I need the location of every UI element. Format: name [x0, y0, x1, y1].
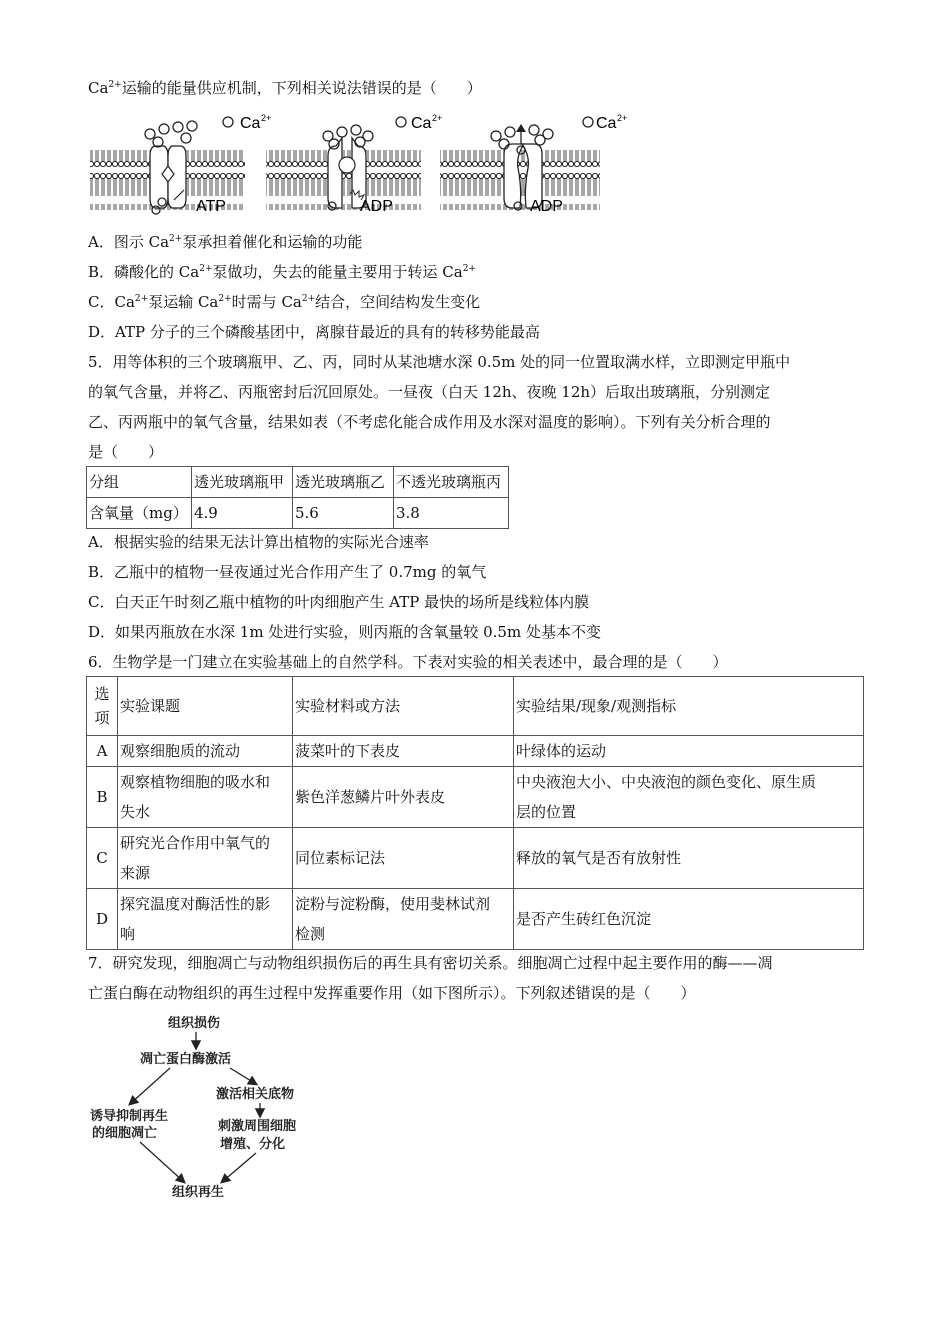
flow-node-induce-apoptosis: 诱导抑制再生: [90, 1109, 169, 1124]
table-row: 含氧量（mg） 4.9 5.6 3.8: [87, 498, 509, 529]
q6-stem: 6．生物学是一门建立在实验基础上的自然学科。下表对实验的相关表述中，最合理的是（ ）: [88, 653, 728, 671]
q5-option-c: C．白天正午时刻乙瓶中植物的叶肉细胞产生 ATP 最快的场所是线粒体内膜: [88, 593, 590, 611]
table-row: 分组 透光玻璃瓶甲 透光玻璃瓶乙 不透光玻璃瓶丙: [87, 467, 509, 498]
svg-text:2+: 2+: [261, 113, 272, 123]
table-row: 选 项 实验课题 实验材料或方法 实验结果/现象/观测指标: [87, 677, 864, 736]
flow-node-regeneration: 组织再生: [172, 1185, 225, 1200]
apoptosis-flowchart: [80, 1010, 340, 1210]
flow-node-apoptosis-cells: 的细胞凋亡: [92, 1126, 158, 1141]
flow-node-activate-substrates: 激活相关底物: [216, 1087, 295, 1102]
ca-label-2: Ca: [411, 115, 432, 132]
flow-node-stimulate-cells: 刺激周围细胞: [218, 1119, 297, 1134]
q5-stem-line: 是（ ）: [88, 443, 164, 461]
table-row: C 研究光合作用中氧气的 来源 同位素标记法 释放的氧气是否有放射性: [87, 828, 864, 889]
ca-pump-diagram: [88, 110, 648, 225]
q4-stem: $Ca^{2+}$运输的能量供应机制，下列相关说法错误的是（ ）: [88, 79, 482, 97]
q6-table: [86, 676, 864, 950]
flow-node-caspase-activation: 凋亡蛋白酶激活: [140, 1052, 232, 1067]
svg-text:2+: 2+: [617, 113, 628, 123]
membrane-panel-1: [90, 113, 271, 215]
membrane-panel-3: [440, 113, 627, 215]
q4-option-b: B．磷酸化的 $Ca^{2+}$泵做功，失去的能量主要用于转运 $Ca^{2+}$: [88, 263, 476, 281]
q7-stem-line: 亡蛋白酶在动物组织的再生过程中发挥重要作用（如下图所示）。下列叙述错误的是（ ）: [88, 984, 696, 1002]
table-row: A 观察细胞质的流动 菠菜叶的下表皮 叶绿体的运动: [87, 736, 864, 767]
adp-label-2: ADP: [530, 198, 563, 215]
q5-table: [86, 466, 509, 529]
q5-stem-line: 乙、丙两瓶中的氧气含量，结果如表（不考虑化能合成作用及水深对温度的影响）。下列有关分析合理的: [88, 413, 771, 431]
q5-option-d: D．如果丙瓶放在水深 1m 处进行实验，则丙瓶的含氧量较 0.5m 处基本不变: [88, 623, 601, 641]
membrane-panel-2: [266, 113, 442, 215]
q5-stem-line: 5．用等体积的三个玻璃瓶甲、乙、丙，同时从某池塘水深 0.5m 处的同一位置取满水样，立即测定甲瓶中: [88, 353, 791, 371]
ca-label-3: Ca: [596, 115, 617, 132]
adp-label-1: ADP: [360, 198, 393, 215]
q4-option-d: D．ATP 分子的三个磷酸基团中，离腺苷最近的具有的转移势能最高: [88, 323, 540, 341]
atp-label: ATP: [196, 198, 226, 215]
svg-text:2+: 2+: [432, 113, 443, 123]
q5-stem-line: 的氧气含量，并将乙、丙瓶密封后沉回原处。一昼夜（白天 12h、夜晚 12h）后取出玻璃瓶，分别测定: [88, 383, 771, 401]
q5-option-b: B．乙瓶中的植物一昼夜通过光合作用产生了 0.7mg 的氧气: [88, 563, 487, 581]
q5-option-a: A．根据实验的结果无法计算出植物的实际光合速率: [88, 533, 429, 551]
q4-option-a: A．图示 $Ca^{2+}$泵承担着催化和运输的功能: [88, 233, 363, 251]
table-row: B 观察植物细胞的吸水和 失水 紫色洋葱鳞片叶外表皮 中央液泡大小、中央液泡的颜色变化、原生质 层的位置: [87, 767, 864, 828]
q7-stem-line: 7．研究发现，细胞凋亡与动物组织损伤后的再生具有密切关系。细胞凋亡过程中起主要作用的酶——凋: [88, 954, 773, 972]
flow-node-proliferation: 增殖、分化: [220, 1137, 286, 1152]
flow-node-tissue-damage: 组织损伤: [168, 1016, 221, 1031]
ca-label-1: Ca: [240, 115, 261, 132]
q4-option-c: C．$Ca^{2+}$泵运输 $Ca^{2+}$时需与 $Ca^{2+}$结合，空间结构发生变化: [88, 293, 481, 311]
table-row: D 探究温度对酶活性的影 响 淀粉与淀粉酶，使用斐林试剂 检测 是否产生砖红色沉淀: [87, 889, 864, 950]
